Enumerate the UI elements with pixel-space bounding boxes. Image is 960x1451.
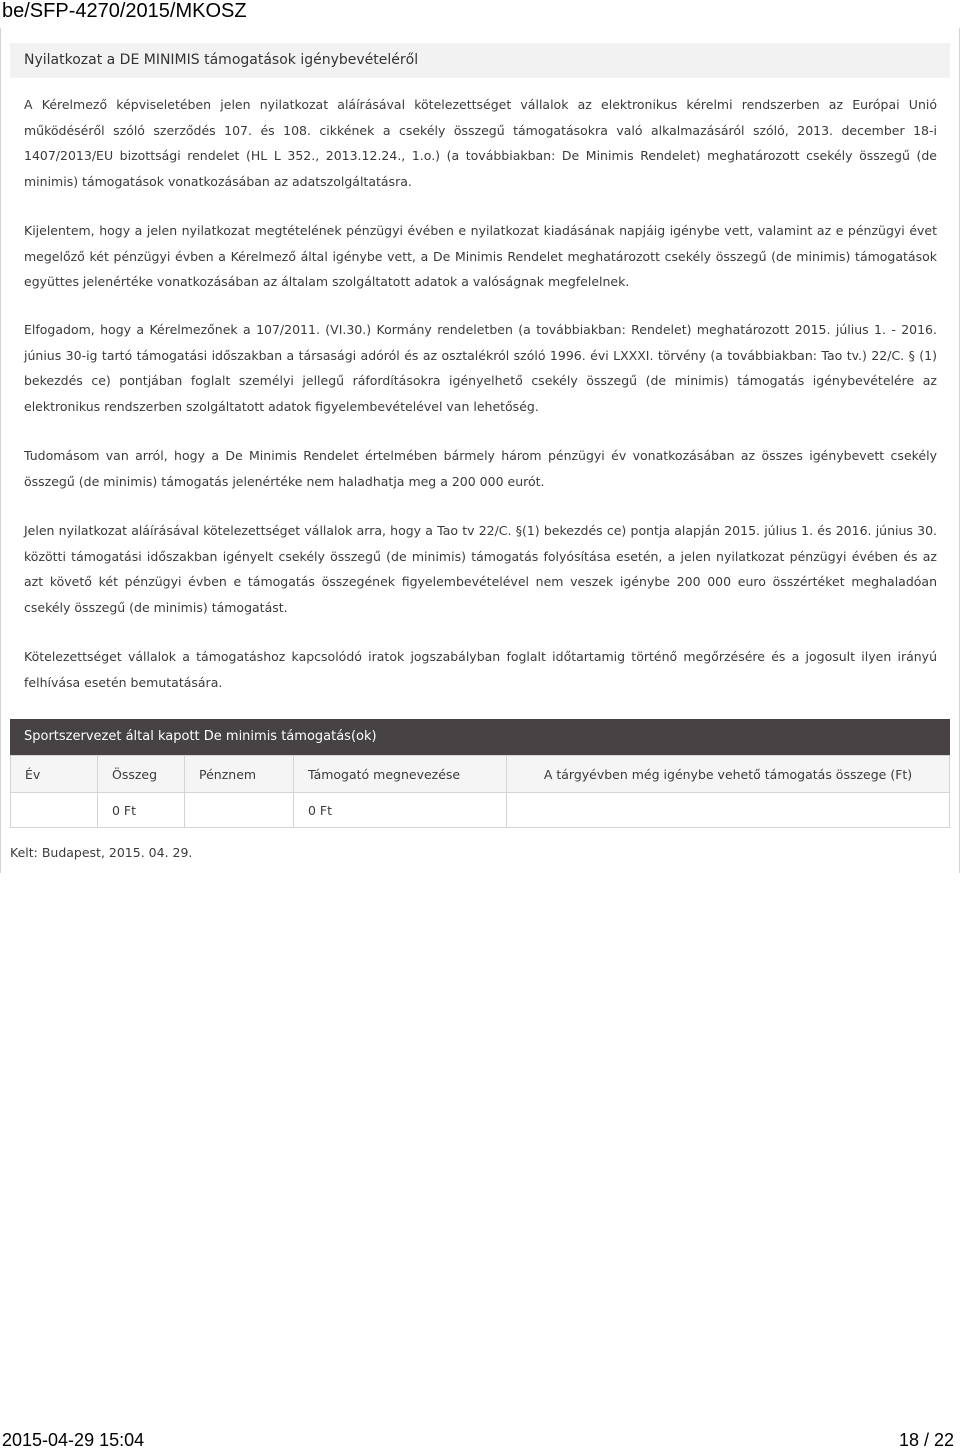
cell-penznem <box>185 793 294 828</box>
table-header-row <box>11 756 950 793</box>
cell-ev <box>11 793 98 828</box>
paragraph-retention: Kötelezettséget vállalok a támogatáshoz kapcsolódó iratok jogszabályban foglalt időtartamig történő megőrzésére és a jogosult ilyen irányú felhívása esetén bemutatására. <box>24 649 937 690</box>
paragraph-declaration: A Kérelmező képviseletében jelen nyilatkozat aláírásával kötelezettséget vállalok az elektronikus kérelmi rendszerben az Európai Unió működéséről szóló szerződés 107. és 108. cikkének a csekély összegű támogatásokra való alkalmazásáról szóló, 2013. december 18-i 1407/2013/EU bizottsági rendelet (HL L 352., 2013.12.24., 1.o.) (a továbbiakban: De Minimis Rendelet) meghatározott csekély összegű (de minimis) támogatások vonatkozásában az adatszolgáltatásra. <box>24 97 937 189</box>
cell-tamogato: 0 Ft <box>294 793 507 828</box>
table-title: Sportszervezet által kapott De minimis támogatás(ok) <box>10 719 950 755</box>
column-header-tamogato: Támogató megnevezése <box>294 756 507 793</box>
paragraph-commitment: Jelen nyilatkozat aláírásával kötelezettséget vállalok arra, hogy a Tao tv 22/C. §(1) bekezdés ce) pontja alapján 2015. július 1. és 2016. június 30. közötti támogatási időszakban igényelt csekély összegű (de minimis) támogatás folyósítása esetén, a jelen nyilatkozat pénzügyi évében és az azt követő két pénzügyi évben e támogatás összegének figyelembevételével nem veszek igénybe 200 000 euro összértéket meghaladóan csekély összegű (de minimis) támogatást. <box>24 523 937 615</box>
de-minimis-table <box>10 755 950 828</box>
cell-osszeg: 0 Ft <box>98 793 185 828</box>
paragraph-acceptance: Elfogadom, hogy a Kérelmezőnek a 107/2011. (VI.30.) Kormány rendeletben (a továbbiakban: Rendelet) meghatározott 2015. július 1. - 2016. június 30-ig tartó támogatási időszakban a társasági adóról és az osztalékról szóló 1996. évi LXXXI. törvény (a továbbiakban: Tao tv.) 22/C. § (1) bekezdés ce) pontjában foglalt személyi jellegű ráfordításokra igényelhető csekély összegű (de minimis) támogatás igénybevételére az elektronikus rendszerben szolgáltatott adatok figyelembevételével van lehetőség. <box>24 322 937 414</box>
table-row <box>11 793 950 828</box>
footer-page-number: 18 / 22 <box>898 1430 954 1450</box>
section-title: Nyilatkozat a DE MINIMIS támogatások igénybevételéről <box>10 43 950 78</box>
date-place: Kelt: Budapest, 2015. 04. 29. <box>10 845 193 860</box>
cell-igenybe <box>507 793 950 828</box>
paragraph-statement: Kijelentem, hogy a jelen nyilatkozat megtételének pénzügyi évében e nyilatkozat kiadásának napjáig igénybe vett, valamint az e pénzügyi évet megelőző két pénzügyi évben a Kérelmező által igénybe vett, a De Minimis Rendelet meghatározott csekély összegű (de minimis) támogatások együttes jelenértéke vonatkozásában az általam szolgáltatott adatok a valóságnak megfelelnek. <box>24 223 937 289</box>
column-header-osszeg: Összeg <box>98 756 185 793</box>
column-header-igenybe-vehető: A tárgyévben még igénybe vehető támogatás összege (Ft) <box>507 756 950 793</box>
column-header-ev: Év <box>11 756 98 793</box>
paragraph-awareness: Tudomásom van arról, hogy a De Minimis Rendelet értelmében bármely három pénzügyi év vonatkozásában az összes igénybevett csekély összegű (de minimis) támogatás jelenértéke nem haladhatja meg a 200 000 eurót. <box>24 448 937 489</box>
footer-datetime: 2015-04-29 15:04 <box>2 1430 145 1450</box>
column-header-penznem: Pénznem <box>185 756 294 793</box>
document-id: be/SFP-4270/2015/MKOSZ <box>2 0 247 22</box>
